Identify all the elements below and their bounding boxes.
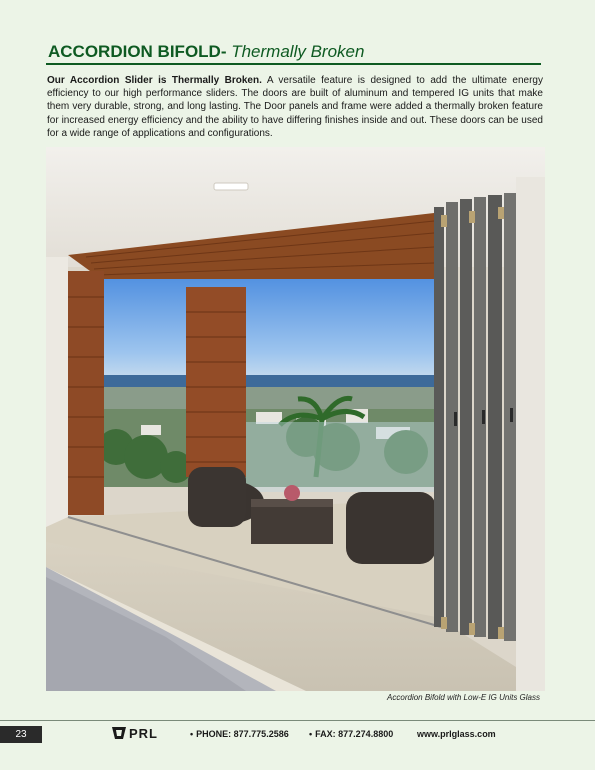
footer-divider <box>0 720 595 721</box>
title-main: ACCORDION BIFOLD- <box>48 42 227 61</box>
logo-text: PRL <box>129 725 158 741</box>
prl-logo <box>112 725 158 741</box>
title-subtitle: Thermally Broken <box>231 42 365 61</box>
product-photo <box>46 147 545 691</box>
title-rule <box>46 63 541 65</box>
bullet-fax: • <box>309 729 313 739</box>
page-title <box>48 42 364 62</box>
bullet-phone: • <box>190 729 194 739</box>
intro-lead: Our Accordion Slider is Thermally Broken. <box>47 75 262 86</box>
footer-phone <box>190 729 289 739</box>
intro-body: A versatile feature is designed to add the ultimate energy efficiency to our high performance sliders. The doors are built of aluminum and tempered IG units that make them very durable, strong, and long lasting. The Door panels and frame were added a thermally broken feature for increased energy efficiency and the ability to have differing finishes inside and out. These doors can be used for a wide range of applications and configurations. <box>47 75 543 139</box>
phone-text: PHONE: 877.775.2586 <box>196 729 289 739</box>
page-number: 23 <box>0 726 42 743</box>
bifold-door-scene <box>46 147 545 691</box>
footer-fax <box>309 729 393 739</box>
footer-website[interactable]: www.prlglass.com <box>417 729 496 739</box>
prl-logo-icon <box>112 726 126 740</box>
fax-text: FAX: 877.274.8800 <box>315 729 394 739</box>
intro-paragraph <box>47 74 543 140</box>
photo-caption: Accordion Bifold with Low-E IG Units Glass <box>387 693 540 702</box>
